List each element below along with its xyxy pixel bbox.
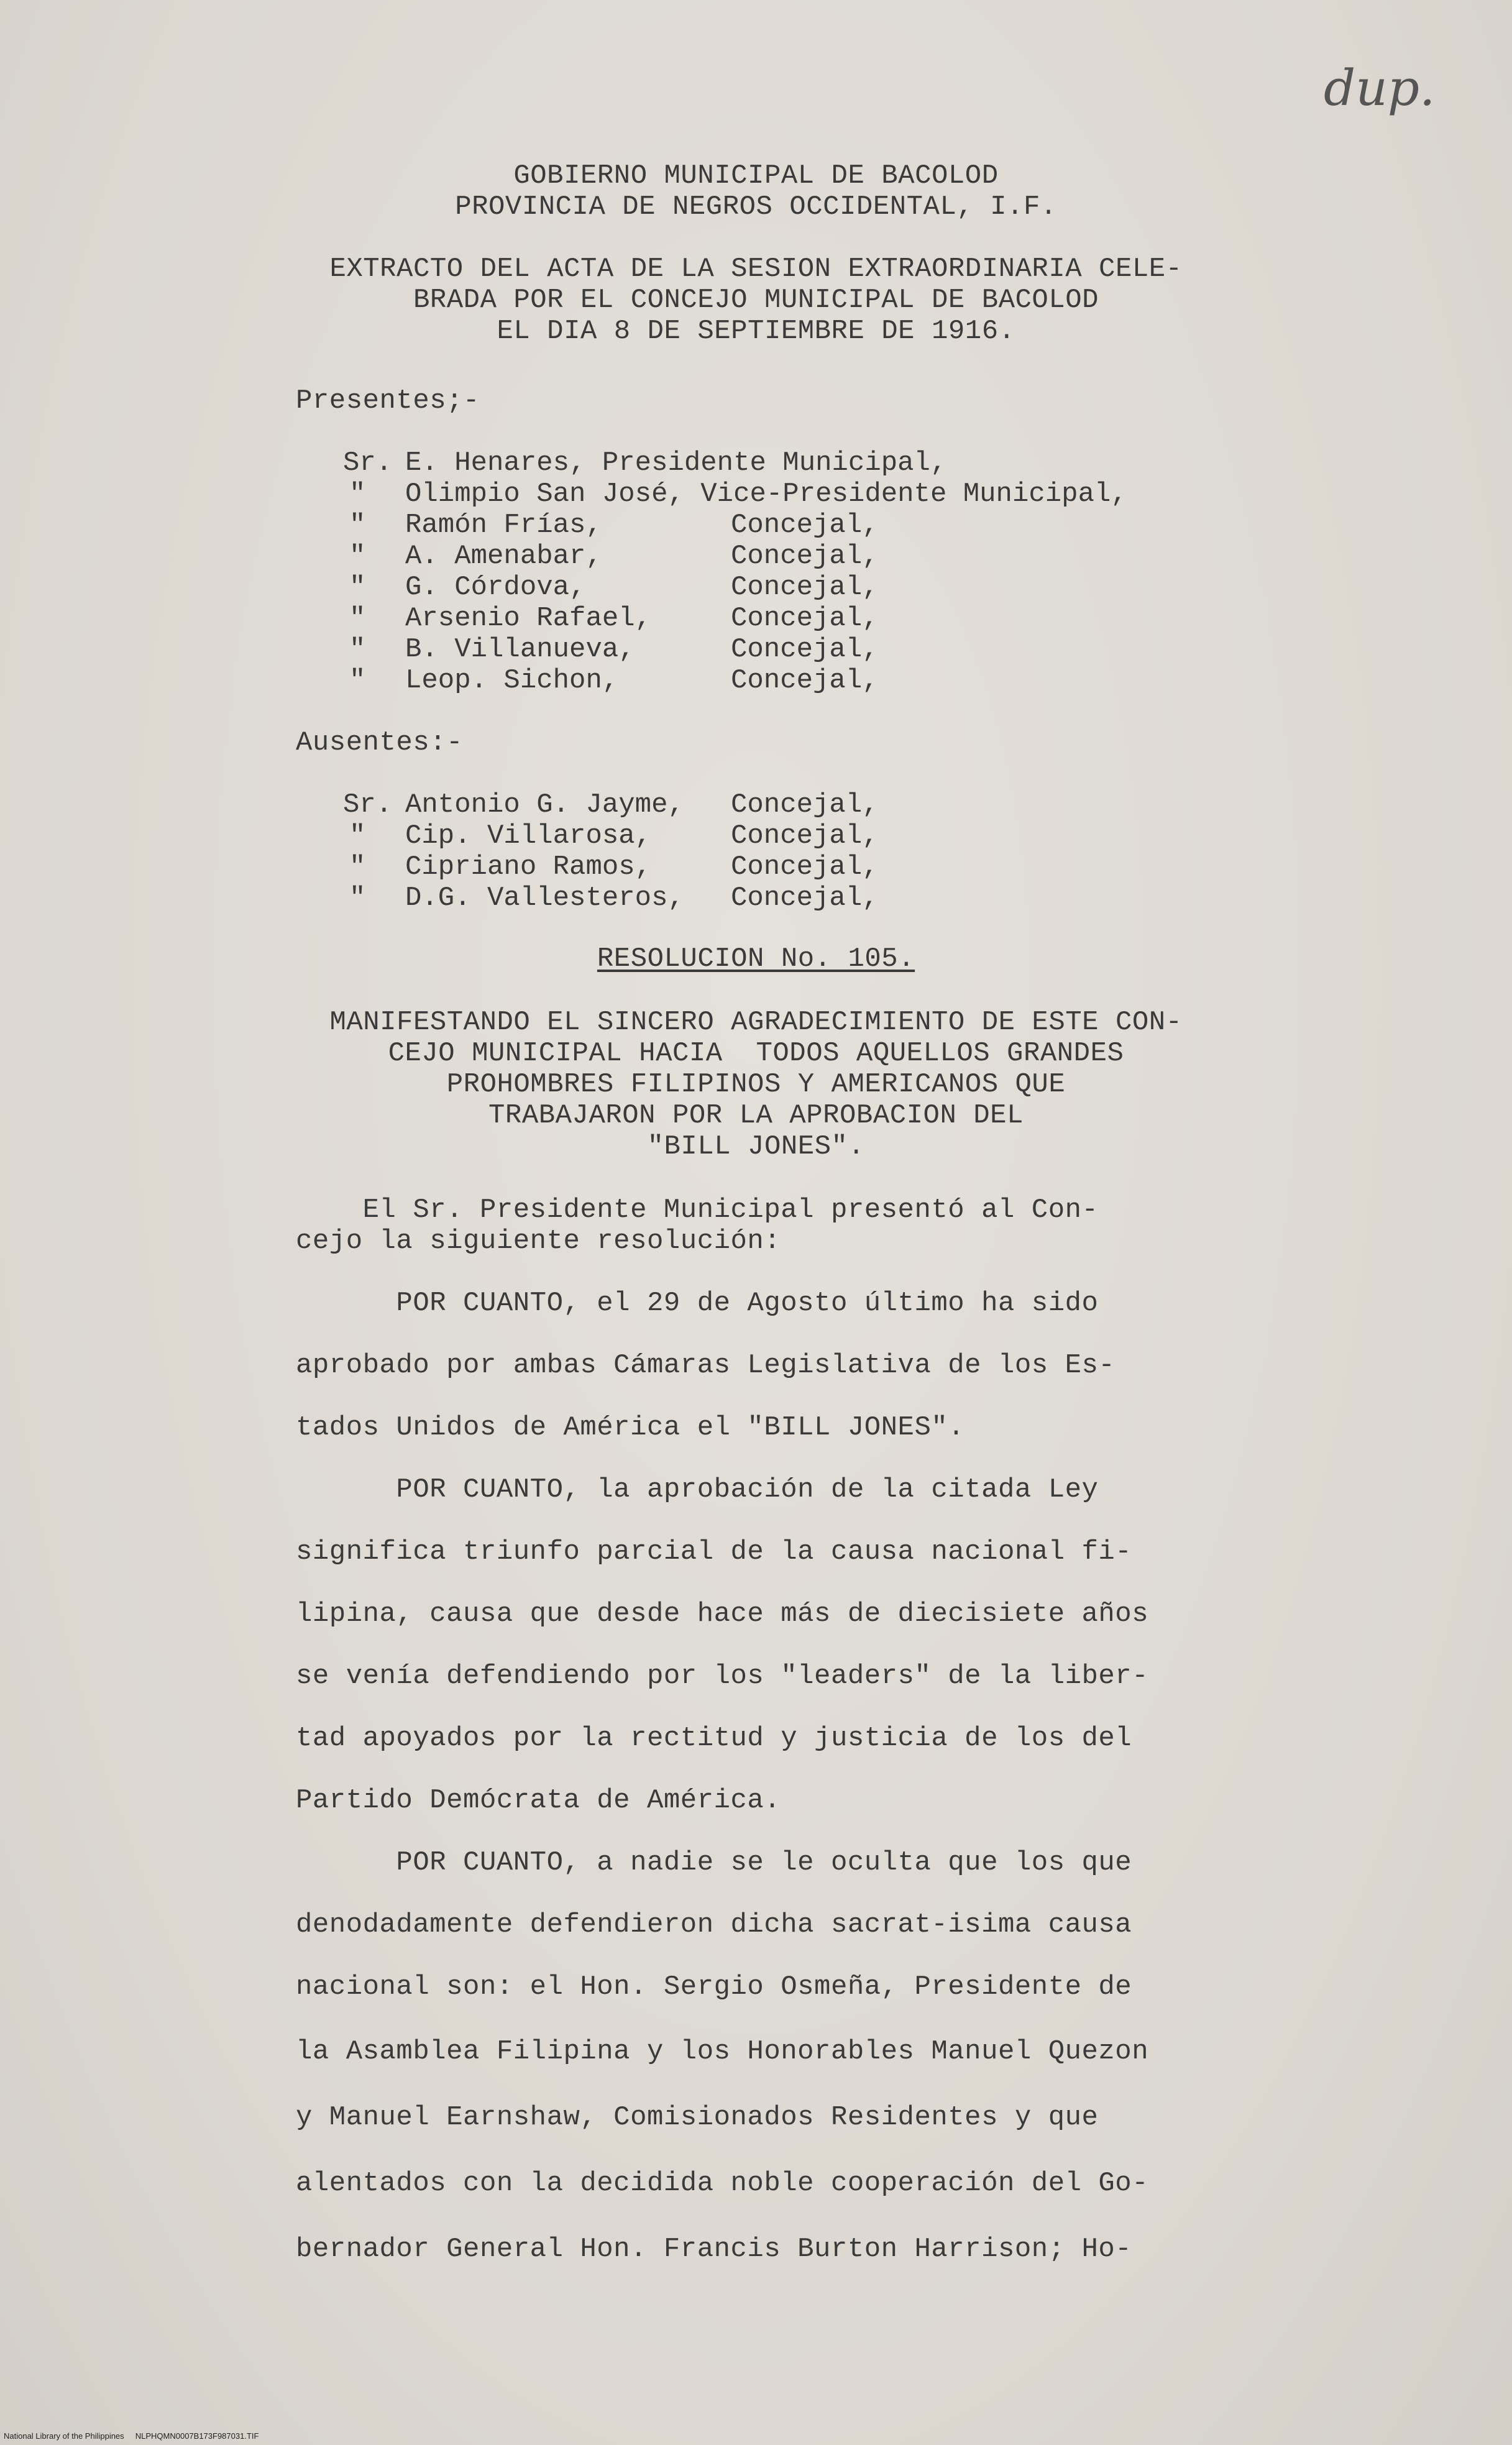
row-prefix: " (349, 479, 366, 510)
body-line: tados Unidos de América el "BILL JONES". (296, 1412, 965, 1443)
row-name: Olimpio San José, Vice-Presidente Municipal, (405, 479, 1127, 510)
row-role: Concejal, (731, 634, 879, 665)
presente-row (343, 603, 879, 634)
row-name: Ramón Frías, (405, 510, 602, 541)
row-role: Concejal, (731, 510, 879, 541)
presente-row (343, 479, 1127, 510)
body-line: POR CUANTO, la aprobación de la citada Ley (296, 1474, 1099, 1505)
row-prefix: " (349, 820, 366, 851)
body-line: aprobado por ambas Cámaras Legislativa de los Es- (296, 1350, 1116, 1381)
row-role: Concejal, (731, 572, 879, 603)
row-name: D.G. Vallesteros, (405, 883, 684, 914)
body-line: significa triunfo parcial de la causa nacional fi- (296, 1536, 1132, 1567)
row-prefix: " (349, 883, 366, 914)
body-line: se venía defendiendo por los "leaders" de la liber- (296, 1661, 1149, 1692)
body-line: cejo la siguiente resolución: (296, 1226, 781, 1257)
row-name: Arsenio Rafael, (405, 603, 652, 634)
row-prefix: " (349, 541, 366, 572)
presentes-label: Presentes;- (296, 385, 480, 416)
row-name: Leop. Sichon, (405, 665, 619, 696)
resolucion-heading-line: CEJO MUNICIPAL HACIA TODOS AQUELLOS GRANDES (388, 1038, 1124, 1069)
body-line: tad apoyados por la rectitud y justicia de los del (296, 1723, 1132, 1754)
row-role: Concejal, (731, 665, 879, 696)
row-prefix: Sr. (343, 789, 393, 820)
ausente-row (343, 883, 879, 914)
row-name: E. Henares, Presidente Municipal, (405, 447, 947, 479)
resolucion-heading-line: TRABAJARON POR LA APROBACION DEL (488, 1100, 1024, 1131)
presente-row (343, 634, 879, 665)
ausente-row (343, 851, 879, 883)
body-line: lipina, causa que desde hace más de diecisiete años (296, 1599, 1149, 1630)
row-role: Concejal, (731, 883, 879, 914)
body-line: Partido Demócrata de América. (296, 1785, 781, 1816)
handwritten-annotation: dup. (1324, 59, 1436, 117)
row-role: Concejal, (731, 820, 879, 851)
body-line: POR CUANTO, el 29 de Agosto último ha sido (296, 1288, 1099, 1319)
row-prefix: " (349, 665, 366, 696)
header-line-3: EXTRACTO DEL ACTA DE LA SESION EXTRAORDINARIA CELE- (329, 254, 1183, 285)
archive-footer: National Library of the Philippines NLPHQMN0007B173F987031.TIF (4, 2431, 259, 2441)
header-line-5: EL DIA 8 DE SEPTIEMBRE DE 1916. (497, 316, 1015, 347)
presente-row (343, 510, 879, 541)
header-line-2: PROVINCIA DE NEGROS OCCIDENTAL, I.F. (455, 191, 1057, 222)
row-name: Antonio G. Jayme, (405, 789, 684, 820)
row-name: G. Córdova, (405, 572, 586, 603)
header-line-1: GOBIERNO MUNICIPAL DE BACOLOD (513, 160, 999, 191)
row-prefix: " (349, 634, 366, 665)
body-line: alentados con la decidida noble cooperación del Go- (296, 2168, 1149, 2199)
ausentes-label: Ausentes:- (296, 727, 464, 758)
row-name: Cipriano Ramos, (405, 851, 652, 883)
row-role: Concejal, (731, 541, 879, 572)
row-prefix: " (349, 851, 366, 883)
row-prefix: Sr. (343, 447, 393, 479)
row-name: Cip. Villarosa, (405, 820, 652, 851)
body-line: El Sr. Presidente Municipal presentó al Con- (296, 1195, 1099, 1226)
body-line: POR CUANTO, a nadie se le oculta que los que (296, 1847, 1132, 1878)
resolucion-title: RESOLUCION No. 105. (597, 943, 915, 975)
body-line: denodadamente defendieron dicha sacrat-isima causa (296, 1909, 1132, 1940)
row-role: Concejal, (731, 603, 879, 634)
presente-row (343, 665, 879, 696)
ausente-row (343, 820, 879, 851)
presente-row (343, 572, 879, 603)
presente-row (343, 447, 947, 479)
body-line: y Manuel Earnshaw, Comisionados Residentes y que (296, 2102, 1099, 2133)
row-name: B. Villanueva, (405, 634, 635, 665)
header-line-4: BRADA POR EL CONCEJO MUNICIPAL DE BACOLOD (413, 285, 1099, 316)
resolucion-heading-line: "BILL JONES". (647, 1131, 865, 1162)
resolucion-heading-line: PROHOMBRES FILIPINOS Y AMERICANOS QUE (446, 1069, 1066, 1100)
body-line: bernador General Hon. Francis Burton Harrison; Ho- (296, 2234, 1132, 2265)
row-role: Concejal, (731, 851, 879, 883)
resolucion-heading-line: MANIFESTANDO EL SINCERO AGRADECIMIENTO DE ESTE CON- (329, 1007, 1183, 1038)
row-role: Concejal, (731, 789, 879, 820)
row-name: A. Amenabar, (405, 541, 602, 572)
body-line: nacional son: el Hon. Sergio Osmeña, Presidente de (296, 1971, 1132, 2002)
row-prefix: " (349, 603, 366, 634)
row-prefix: " (349, 572, 366, 603)
ausente-row (343, 789, 879, 820)
body-line: la Asamblea Filipina y los Honorables Manuel Quezon (296, 2036, 1149, 2067)
presente-row (343, 541, 879, 572)
row-prefix: " (349, 510, 366, 541)
